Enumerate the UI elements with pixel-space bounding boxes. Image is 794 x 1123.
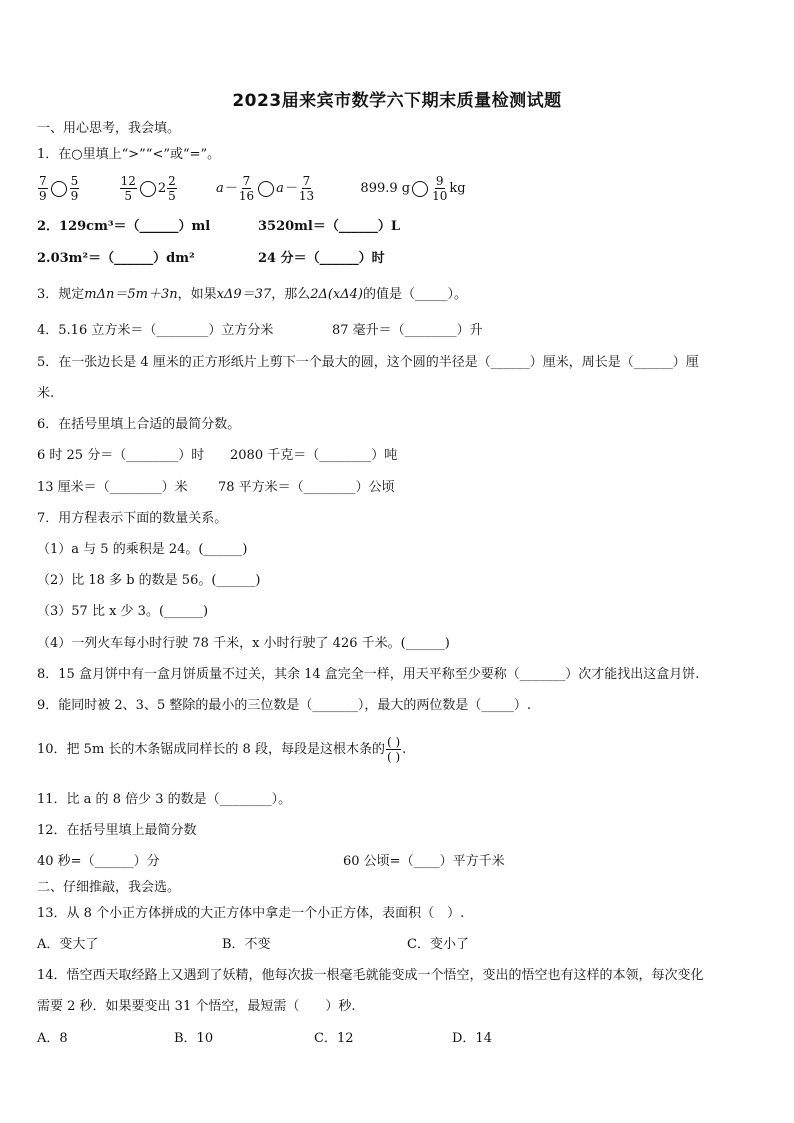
q3-text: 3．规定mΔn＝5m＋3n，如果xΔ9＝37，那么2Δ(xΔ4)的值是（_____）。 xyxy=(37,287,468,302)
fraction: $\frac{7}{9}$ xyxy=(39,174,47,203)
q14-option-c[interactable]: C．12 xyxy=(314,1031,354,1046)
q7-s1: （1）a 与 5 的乘积是 24。(______) xyxy=(37,542,248,557)
q13-option-c[interactable]: C．变小了 xyxy=(407,937,469,952)
q8-text: 8．15 盒月饼中有一盒月饼质量不过关，其余 14 盒完全一样，用天平称至少要称（_______）次才能找出这盒月饼. xyxy=(37,667,700,682)
q1-comparisons: $\frac{7}{9}$ $\frac{5}{9}$ $\frac{12}{5}$ 2 $\frac{2}{5}$ a－ $\frac{7}{16}$ a－ $\frac{7}{13}$ 899.9 g $\frac{9}{10}$ kg xyxy=(39,174,466,203)
q14-option-d[interactable]: D．14 xyxy=(452,1031,492,1046)
q2-a: 2．129cm³＝（______）ml xyxy=(37,219,211,234)
q12-b: 60 公顷=（____）平方千米 xyxy=(343,854,505,869)
q12-text: 12．在括号里填上最简分数 xyxy=(37,823,197,838)
q2-c: 2.03m²＝（______）dm² xyxy=(37,251,195,266)
fraction: $\frac{7}{16}$ xyxy=(238,174,255,203)
q2-b: 3520ml＝（______）L xyxy=(258,219,401,234)
q6-d: 78 平方米＝（________）公顷 xyxy=(218,480,395,495)
q7-s2: （2）比 18 多 b 的数是 56。(______) xyxy=(37,573,261,588)
fraction: $\frac{( )}{( )}$ xyxy=(386,735,401,764)
section-2-heading: 二、仔细推敲，我会选。 xyxy=(37,880,181,895)
q4-b: 87 毫升＝（________）升 xyxy=(332,323,483,338)
page-title: 2023届来宾市数学六下期末质量检测试题 xyxy=(232,91,562,111)
q7-s4: （4）一列火车每小时行驶 78 千米，x 小时行驶了 426 千米。(______) xyxy=(37,636,450,651)
q6-text: 6．在括号里填上合适的最简分数。 xyxy=(37,417,241,432)
q6-a: 6 时 25 分＝（________）时 xyxy=(37,448,205,463)
fraction: $\frac{5}{9}$ xyxy=(70,174,79,203)
q5-line2: 米. xyxy=(37,386,55,401)
q4-a: 4．5.16 立方米＝（________）立方分米 xyxy=(37,323,274,338)
q13-option-b[interactable]: B．不变 xyxy=(222,937,271,952)
compare-circle[interactable] xyxy=(412,181,428,197)
q10-text: 10．把 5m 长的木条锯成同样长的 8 段，每段是这根木条的 $\frac{( )}{( )}$ . xyxy=(37,735,407,764)
q6-b: 2080 千克＝（________）吨 xyxy=(230,448,398,463)
compare-circle[interactable] xyxy=(51,181,67,197)
q11-text: 11．比 a 的 8 倍少 3 的数是（________）。 xyxy=(37,792,292,807)
q12-a: 40 秒=（______）分 xyxy=(37,854,160,869)
q13-option-a[interactable]: A．变大了 xyxy=(37,937,99,952)
fraction: $\frac{2}{5}$ xyxy=(168,174,176,203)
q14-option-b[interactable]: B．10 xyxy=(174,1031,214,1046)
q5-line1: 5．在一张边长是 4 厘米的正方形纸片上剪下一个最大的圆，这个圆的半径是（______）厘米，周长是（______）厘 xyxy=(37,355,699,370)
compare-circle[interactable] xyxy=(140,181,156,197)
q7-s3: （3）57 比 x 少 3。(______) xyxy=(37,604,209,619)
section-1-heading: 一、用心思考，我会填。 xyxy=(37,121,181,136)
q7-text: 7．用方程表示下面的数量关系。 xyxy=(37,511,228,526)
compare-circle[interactable] xyxy=(258,181,274,197)
q2-d: 24 分＝（______）时 xyxy=(258,251,385,266)
q14-option-a[interactable]: A．8 xyxy=(37,1031,68,1046)
fraction: $\frac{9}{10}$ xyxy=(432,174,448,203)
q6-c: 13 厘米＝（________）米 xyxy=(37,480,188,495)
q1-text: 1．在○里填上“>”“<”或“=”。 xyxy=(37,147,221,162)
fraction: $\frac{7}{13}$ xyxy=(298,174,315,203)
q14-line2: 需要 2 秒．如果要变出 31 个悟空，最短需（ ）秒. xyxy=(37,999,356,1014)
q14-line1: 14．悟空西天取经路上又遇到了妖精，他每次拔一根毫毛就能变成一个悟空，变出的悟空也有这样的本领，每次变化 xyxy=(37,968,704,983)
q9-text: 9．能同时被 2、3、5 整除的最小的三位数是（_______），最大的两位数是（_____）. xyxy=(37,698,531,713)
fraction: $\frac{12}{5}$ xyxy=(120,174,136,203)
q13-text: 13．从 8 个小正方体拼成的大正方体中拿走一个小正方体，表面积（ ）. xyxy=(37,906,465,921)
